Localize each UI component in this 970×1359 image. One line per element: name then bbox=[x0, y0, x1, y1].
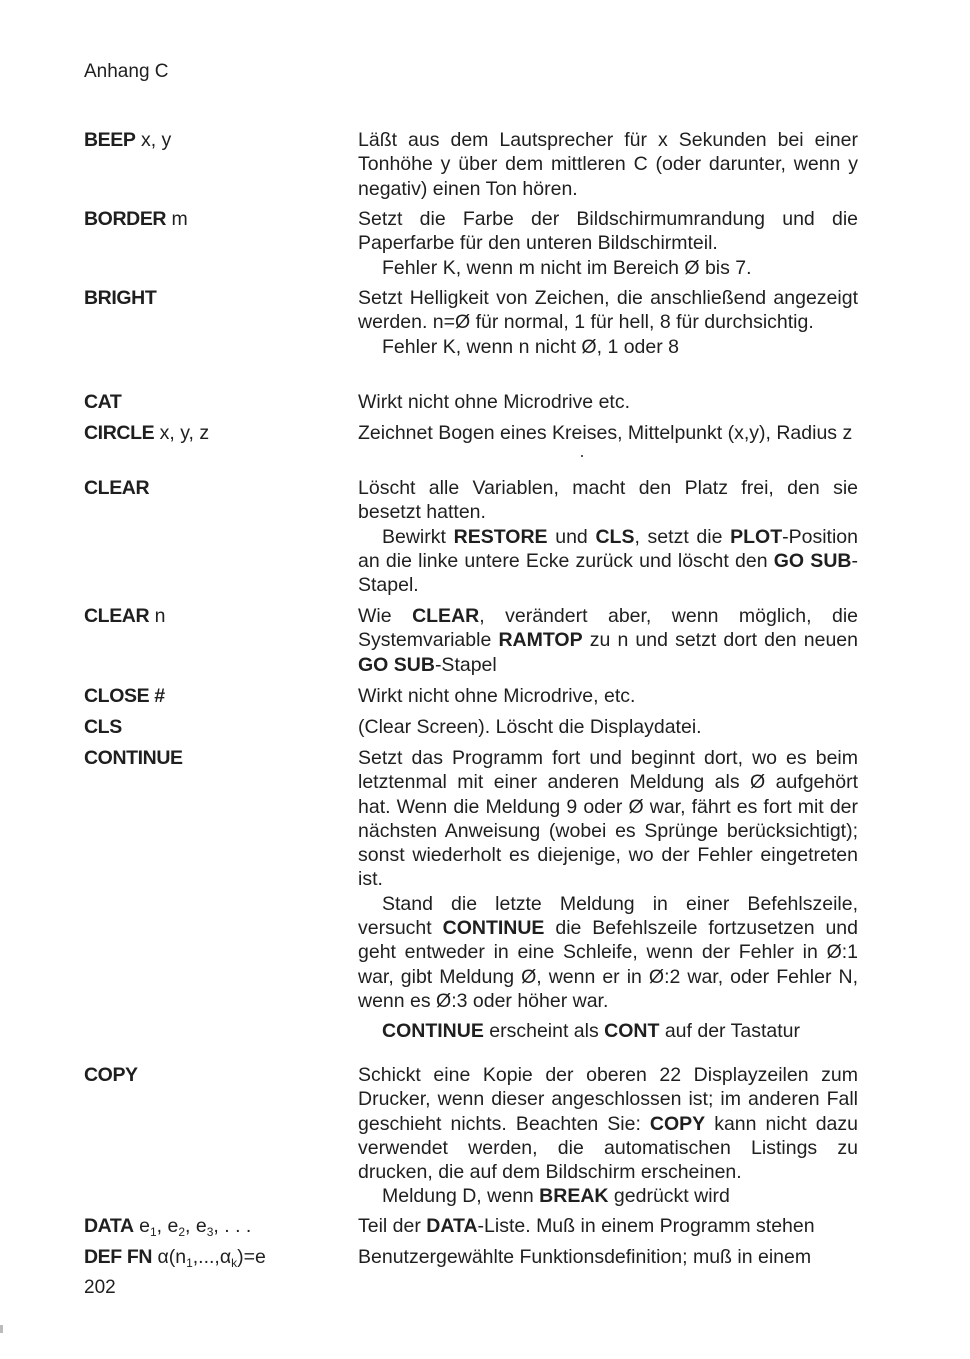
keyword: CONTINUE bbox=[84, 747, 183, 769]
paragraph: Schickt eine Kopie der oberen 22 Displayzeilen zum Drucker, wenn dieser angeschlossen ist; im anderen Fall geschieht nichts. Beachten Sie: COPY kann nicht dazu verwendet werden, die automatischen Listings zu drucken, die auf dem Bildschirm erscheinen. bbox=[358, 1064, 858, 1184]
keyword: BRIGHT bbox=[84, 287, 157, 309]
keyword: BEEP bbox=[84, 129, 136, 151]
desc-cls bbox=[358, 715, 858, 739]
paragraph: Setzt die Farbe der Bildschirmumrandung und die Paperfarbe für den unteren Bildschirmteil. bbox=[358, 208, 858, 255]
keyword: BORDER bbox=[84, 208, 167, 230]
args: x, y, z bbox=[159, 422, 210, 444]
keyword: CLEAR bbox=[84, 477, 150, 499]
desc-data bbox=[358, 1214, 858, 1238]
paragraph: Fehler K, wenn n nicht Ø, 1 oder 8 bbox=[382, 335, 679, 358]
args: $e_1$, $e_2$, $e_3$, . . . bbox=[139, 1215, 252, 1239]
paragraph: (Clear Screen). Löscht die Displaydatei. bbox=[358, 716, 702, 738]
cmd-circle bbox=[84, 421, 209, 445]
args: n bbox=[154, 605, 166, 627]
desc-bright bbox=[358, 286, 858, 359]
paragraph: CONTINUE erscheint als CONT auf der Tastatur bbox=[382, 1020, 800, 1043]
paragraph: Wie CLEAR, verändert aber, wenn möglich, die Systemvariable RAMTOP zu n und setzt dort den neuen GO SUB-Stapel bbox=[358, 605, 859, 676]
keyword: CIRCLE bbox=[84, 422, 155, 444]
page-header: Anhang C bbox=[84, 61, 169, 82]
paragraph: Fehler K, wenn m nicht im Bereich Ø bis 7. bbox=[382, 256, 752, 279]
keyword: CLEAR bbox=[84, 605, 150, 627]
paragraph: Setzt das Programm fort und beginnt dort, wo es beim letztenmal mit einer anderen Meldung als Ø aufgehört hat. Wenn die Meldung 9 oder Ø war, fährt es fort mit der nächsten Anweisung (wobei es Sprünge berücksichtigt); sonst wiederholt es diejenige, wo der Fehler eingetreten ist. bbox=[358, 747, 858, 891]
paragraph: Wirkt nicht ohne Microdrive etc. bbox=[358, 391, 631, 413]
cmd-data bbox=[84, 1214, 251, 1238]
paragraph: Stand die letzte Meldung in einer Befehlszeile, versucht CONTINUE die Befehlszeile fortzusetzen und geht entweder in eine Schleife, wenn der Fehler in Ø:1 war, gibt Meldung Ø, wenn er in Ø:2 war, oder Fehler N, wenn es Ø:3 oder höher war. bbox=[358, 892, 858, 1012]
keyword: CLOSE # bbox=[84, 685, 165, 707]
scan-edge-mark bbox=[0, 1325, 3, 1333]
desc-continue bbox=[358, 746, 858, 1044]
cmd-close bbox=[84, 684, 165, 708]
paragraph: Meldung D, wenn BREAK gedrückt wird bbox=[382, 1185, 730, 1208]
cmd-cls bbox=[84, 715, 122, 739]
args: m bbox=[171, 208, 188, 230]
paragraph: Wirkt nicht ohne Microdrive, etc. bbox=[358, 685, 636, 707]
desc-circle bbox=[358, 421, 858, 445]
args: x, y bbox=[140, 129, 172, 151]
cmd-border bbox=[84, 207, 188, 231]
page-number: 202 bbox=[84, 1277, 116, 1298]
cmd-clear-n bbox=[84, 604, 165, 628]
paragraph: Löscht alle Variablen, macht den Platz frei, den sie besetzt hatten. bbox=[358, 477, 858, 524]
desc-border bbox=[358, 207, 858, 280]
cmd-continue bbox=[84, 746, 183, 770]
paragraph: Bewirkt RESTORE und CLS, setzt die PLOT-Position an die linke untere Ecke zurück und löscht den GO SUB-Stapel. bbox=[358, 525, 858, 597]
desc-clear bbox=[358, 476, 858, 597]
print-speck bbox=[581, 455, 583, 457]
paragraph: Teil der DATA-Liste. Muß in einem Programm stehen bbox=[358, 1215, 815, 1237]
keyword: DEF FN bbox=[84, 1246, 153, 1268]
desc-def-fn bbox=[358, 1245, 858, 1269]
cmd-copy bbox=[84, 1063, 138, 1087]
keyword: CAT bbox=[84, 391, 122, 413]
cmd-clear bbox=[84, 476, 149, 500]
desc-beep bbox=[358, 128, 858, 201]
paragraph: Läßt aus dem Lautsprecher für x Sekunden bei einer Tonhöhe y über dem mittleren C (oder darunter, wenn y negativ) einen Ton hören. bbox=[358, 129, 858, 200]
paragraph: Benutzergewählte Funktionsdefinition; muß in einem bbox=[358, 1246, 812, 1268]
args: $\alpha(n_1,...,\alpha_k)=e$ bbox=[157, 1246, 266, 1270]
keyword: CLS bbox=[84, 716, 122, 738]
desc-cat bbox=[358, 390, 858, 414]
paragraph: Setzt Helligkeit von Zeichen, die anschließend angezeigt werden. n=Ø für normal, 1 für hell, 8 für durchsichtig. bbox=[358, 287, 858, 334]
cmd-def-fn bbox=[84, 1245, 266, 1269]
cmd-bright bbox=[84, 286, 156, 310]
desc-close bbox=[358, 684, 858, 708]
keyword: DATA bbox=[84, 1215, 134, 1237]
cmd-cat bbox=[84, 390, 121, 414]
desc-clear-n bbox=[358, 604, 858, 677]
cmd-beep bbox=[84, 128, 171, 152]
desc-copy bbox=[358, 1063, 858, 1209]
paragraph: Zeichnet Bogen eines Kreises, Mittelpunkt (x,y), Radius z bbox=[358, 422, 853, 444]
keyword: COPY bbox=[84, 1064, 138, 1086]
